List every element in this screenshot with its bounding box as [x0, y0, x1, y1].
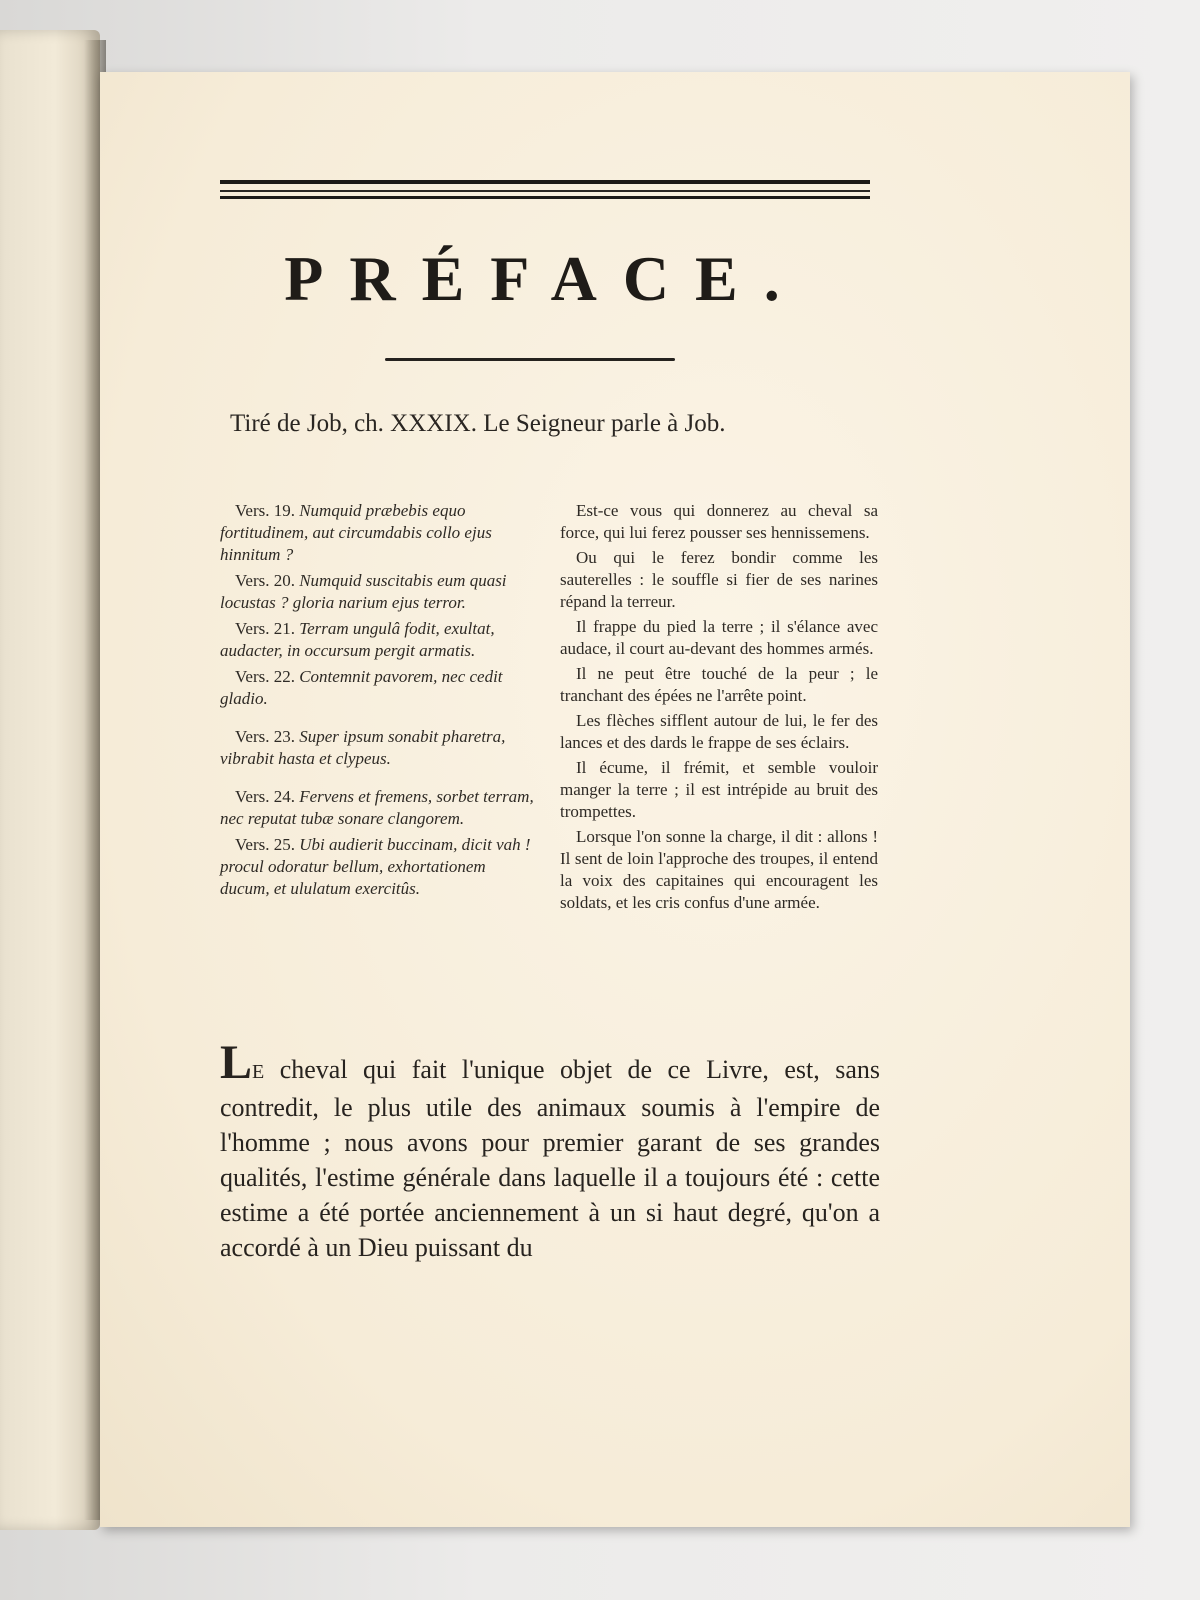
latin-verse: Vers. 24. Fervens et fremens, sorbet terram, nec reputat tubæ sonare clangorem. [220, 787, 534, 828]
french-verse: Ou qui le ferez bondir comme les sauterelles : le souffle si fier de ses narines répand la terreur. [560, 548, 878, 611]
latin-verse: Vers. 21. Terram ungulâ fodit, exultat, audacter, in occursum pergit armatis. [220, 619, 495, 660]
body-paragraph [220, 1036, 880, 1265]
header-rule-thick [220, 180, 870, 184]
latin-verse: Vers. 22. Contemnit pavorem, nec cedit gladio. [220, 667, 503, 708]
book-page [100, 72, 1130, 1527]
small-cap: E [252, 1061, 265, 1083]
french-verse: Il frappe du pied la terre ; il s'élance avec audace, il court au-devant des hommes armés. [560, 617, 878, 658]
latin-verse: Vers. 19. Numquid præbebis equo fortitudinem, aut circumdabis collo ejus hinnitum ? [220, 501, 492, 564]
latin-verse: Vers. 25. Ubi audierit buccinam, dicit vah ! procul odoratur bellum, exhortationem ducum, et ululatum exercitûs. [220, 835, 531, 898]
french-verse: Les flèches sifflent autour de lui, le fer des lances et des dards le frappe de ses éclairs. [560, 711, 878, 752]
page-subtitle: Tiré de Job, ch. XXXIX. Le Seigneur parle à Job. [230, 410, 726, 437]
title-rule [385, 358, 675, 361]
body-text: cheval qui fait l'unique objet de ce Livre, est, sans contredit, le plus utile des animaux soumis à l'empire de l'homme ; nous avons pour premier garant de ses grandes qualités, l'estime générale dans laquelle il a toujours été : cette estime a été portée anciennement à un si haut degré, qu'on a accordé à un Dieu puissant du [220, 1055, 880, 1262]
drop-cap: L [220, 1036, 253, 1089]
latin-verse: Vers. 23. Super ipsum sonabit pharetra, vibrabit hasta et clypeus. [220, 727, 506, 768]
latin-verse: Vers. 20. Numquid suscitabis eum quasi locustas ? gloria narium ejus terror. [220, 571, 507, 612]
latin-column [220, 500, 538, 904]
page-title: PRÉFACE. [284, 243, 806, 314]
header-rule-thin [220, 190, 870, 192]
header-rule-lower [220, 196, 870, 199]
french-verse: Est-ce vous qui donnerez au cheval sa force, qui lui ferez pousser ses hennissemens. [560, 501, 878, 542]
french-verse: Lorsque l'on sonne la charge, il dit : allons ! Il sent de loin l'approche des troupes, il entend la voix des capitaines qui encouragent les soldats, et les cris confus d'une armée. [560, 827, 878, 912]
french-verse: Il ne peut être touché de la peur ; le tranchant des épées ne l'arrête point. [560, 664, 878, 705]
french-column [560, 500, 878, 917]
french-verse: Il écume, il frémit, et semble vouloir manger la terre ; il est intrépide au bruit des trompettes. [560, 758, 878, 821]
